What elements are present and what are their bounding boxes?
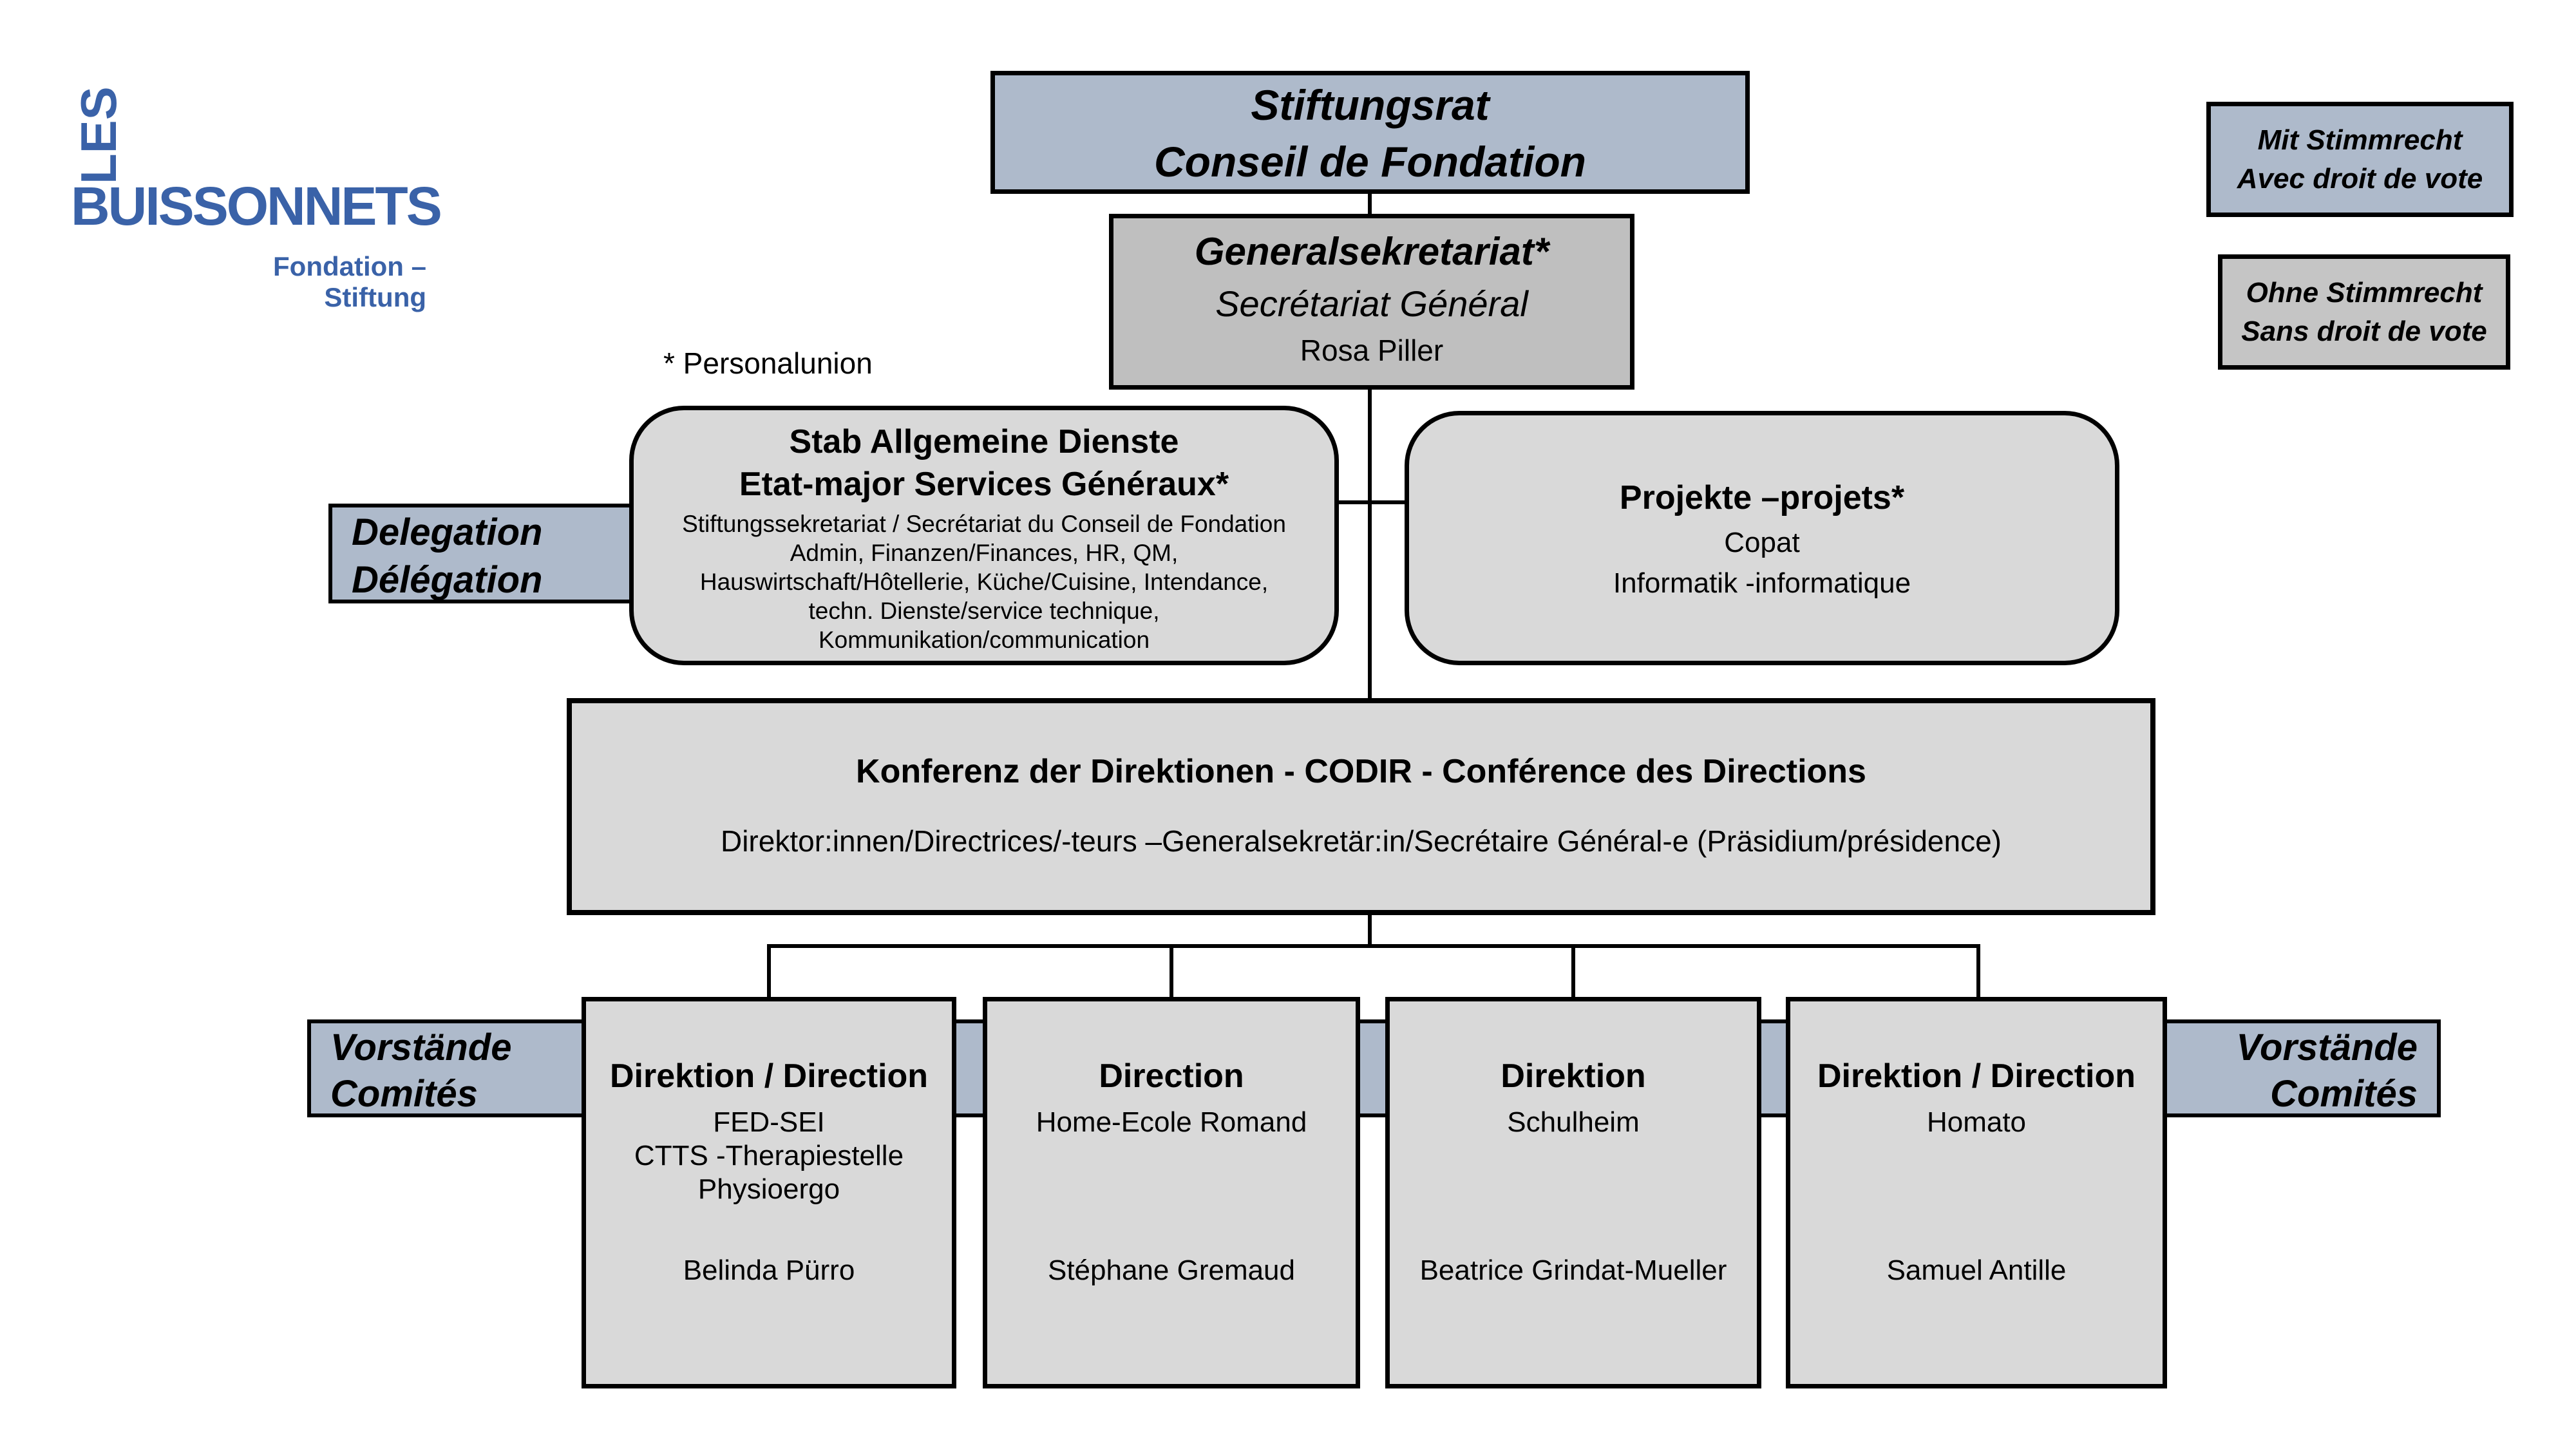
direction-box-schulheim xyxy=(1385,997,1761,1388)
legend-with-vote-fr: Avec droit de vote xyxy=(2237,162,2483,194)
stab-line: Stiftungssekretariat / Secrétariat du Conseil de Fondation xyxy=(682,511,1286,537)
generalsekretariat-title-de: Generalsekretariat* xyxy=(1194,230,1549,273)
direction-unit: Home-Ecole Romand xyxy=(1036,1106,1307,1138)
connector-stiftungsrat-generalsekretariat xyxy=(1368,193,1372,216)
legend-without-voting-rights xyxy=(2218,254,2510,370)
stab-line: techn. Dienste/service technique, xyxy=(808,598,1160,624)
stab-line: Hauswirtschaft/Hôtellerie, Küche/Cuisine, Intendance, xyxy=(699,569,1269,595)
stab-allgemeine-dienste-box xyxy=(629,406,1339,665)
direction-person: Stéphane Gremaud xyxy=(1047,1255,1296,1286)
konferenz-members: Direktor:innen/Directrices/-teurs –Generalsekretär:in/Secrétaire Général-e (Präsidium/présidence) xyxy=(720,824,2002,858)
committees-right-fr: Comités xyxy=(2270,1073,2418,1115)
direction-unit: Homato xyxy=(1926,1106,2027,1138)
personalunion-note: * Personalunion xyxy=(663,346,873,380)
direction-box-homato xyxy=(1786,997,2167,1388)
direction-title: Direction xyxy=(1099,1057,1244,1095)
connector-drop-direction-1 xyxy=(767,944,771,999)
direction-unit: Schulheim xyxy=(1507,1106,1640,1138)
legend-with-voting-rights xyxy=(2206,102,2514,217)
stab-line: Kommunikation/communication xyxy=(818,627,1150,653)
logo-tagline: Fondation – Stiftung xyxy=(273,251,426,312)
direction-title: Direktion / Direction xyxy=(609,1057,929,1095)
direction-person: Samuel Antille xyxy=(1886,1255,2067,1286)
stiftungsrat-title-fr: Conseil de Fondation xyxy=(1154,138,1586,185)
direction-unit: FED-SEI xyxy=(713,1106,825,1138)
legend-without-vote-de: Ohne Stimmrecht xyxy=(2246,276,2483,308)
delegation-label-fr: Délégation xyxy=(352,559,543,601)
projekte-box xyxy=(1405,411,2119,665)
stiftungsrat-box xyxy=(990,71,1750,194)
committees-left-fr: Comités xyxy=(330,1073,478,1115)
direction-title: Direktion xyxy=(1501,1057,1646,1095)
direction-person: Beatrice Grindat-Mueller xyxy=(1419,1255,1727,1286)
direction-unit: CTTS -Therapiestelle xyxy=(634,1140,904,1171)
projekte-line: Copat xyxy=(1724,526,1800,558)
committees-label-left xyxy=(330,1023,511,1113)
delegation-label-de: Delegation xyxy=(352,511,543,553)
generalsekretariat-person: Rosa Piller xyxy=(1300,334,1444,367)
connector-drop-direction-2 xyxy=(1170,944,1173,999)
generalsekretariat-title-fr: Secrétariat Général xyxy=(1215,283,1528,324)
stab-title-de: Stab Allgemeine Dienste xyxy=(789,423,1179,460)
logo-wordmark: BUISSONNETS xyxy=(71,176,440,236)
legend-without-vote-fr: Sans droit de vote xyxy=(2241,315,2487,347)
connector-drop-direction-4 xyxy=(1976,944,1980,999)
committees-left-de: Vorstände xyxy=(330,1027,512,1068)
legend-with-vote-de: Mit Stimmrecht xyxy=(2257,124,2463,156)
generalsekretariat-box xyxy=(1109,214,1634,390)
logo-les-vertical: LES xyxy=(70,86,127,184)
stiftungsrat-title-de: Stiftungsrat xyxy=(1251,81,1490,129)
direction-box-home-ecole-romand xyxy=(983,997,1360,1388)
delegation-box xyxy=(328,504,650,603)
stab-title-fr: Etat-major Services Généraux* xyxy=(739,466,1229,503)
direction-box-fed-sei xyxy=(582,997,956,1388)
direction-unit: Physioergo xyxy=(697,1173,840,1205)
konferenz-box xyxy=(567,698,2155,915)
direction-person: Belinda Pürro xyxy=(683,1255,855,1286)
committees-label-right xyxy=(2237,1023,2418,1113)
projekte-title: Projekte –projets* xyxy=(1619,478,1905,516)
projekte-line: Informatik -informatique xyxy=(1613,567,1911,599)
direction-title: Direktion / Direction xyxy=(1817,1057,2136,1095)
connector-stab-projekte xyxy=(1334,500,1409,504)
stab-line: Admin, Finanzen/Finances, HR, QM, xyxy=(790,540,1179,566)
connector-drop-direction-3 xyxy=(1571,944,1575,999)
connector-distributor-horizontal xyxy=(767,944,1980,948)
connector-konferenz-distributor xyxy=(1368,915,1372,947)
konferenz-title: Konferenz der Direktionen - CODIR - Conférence des Directions xyxy=(856,753,1866,790)
connector-generalsekretariat-konferenz xyxy=(1368,390,1372,700)
committees-right-de: Vorstände xyxy=(2236,1027,2418,1068)
